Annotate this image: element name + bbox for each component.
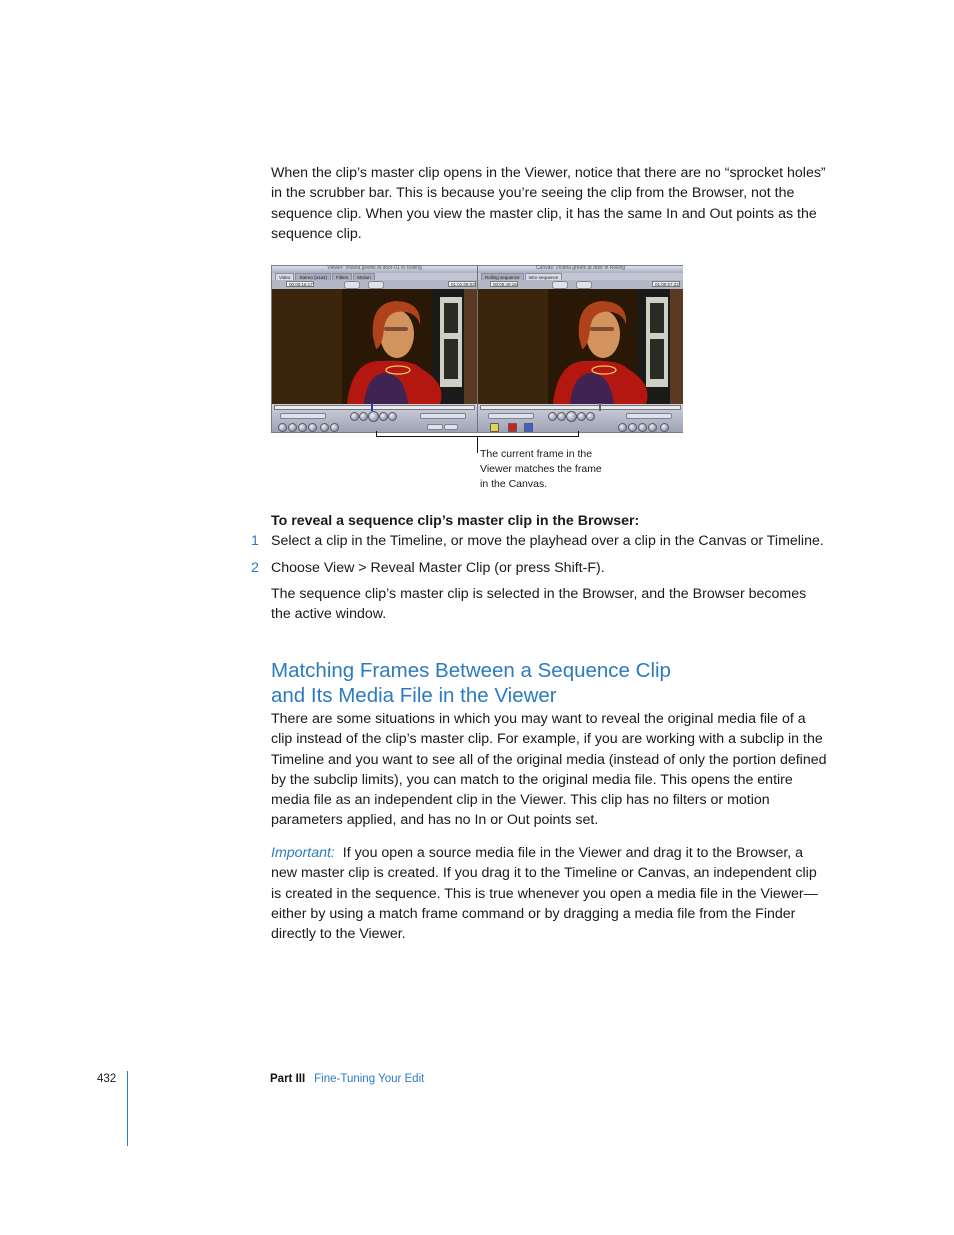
viewer-mark-out-button[interactable] xyxy=(330,423,339,432)
canvas-titlebar xyxy=(478,266,683,273)
viewer-add-marker-button[interactable] xyxy=(308,423,317,432)
canvas-title: Canvas: Violeta greets at door in Rolling xyxy=(535,265,626,271)
canvas-prev-edit-button[interactable] xyxy=(557,412,566,421)
canvas-scrubber-bar[interactable] xyxy=(480,405,681,410)
viewer-play-around-button[interactable] xyxy=(388,412,397,421)
viewer-add-keyframe-button[interactable] xyxy=(298,423,307,432)
viewer-scrubber-bar[interactable] xyxy=(274,405,475,410)
procedure-heading: To reveal a sequence clip’s master clip in the Browser: xyxy=(271,513,640,529)
section-title-line2: and Its Media File in the Viewer xyxy=(271,684,557,707)
canvas-video-image xyxy=(478,289,683,404)
footer-divider xyxy=(127,1071,128,1146)
callout-leader-line xyxy=(477,436,478,453)
canvas-playhead[interactable] xyxy=(599,403,601,411)
important-label: Important: xyxy=(271,845,335,861)
canvas-zoom-popup[interactable] xyxy=(552,281,568,289)
viewer-tab-motion[interactable]: Motion xyxy=(353,273,375,281)
figure-caption: The current frame in the Viewer matches the frame in the Canvas. xyxy=(480,448,602,490)
section-title xyxy=(271,658,831,708)
canvas-current-timecode[interactable]: 01:00:57:22 xyxy=(652,281,680,287)
part-label: Part III xyxy=(270,1073,306,1085)
canvas-shuttle-slider[interactable] xyxy=(488,413,534,419)
canvas-tab-intro[interactable]: Intro sequence xyxy=(525,273,563,281)
canvas-play-around-button[interactable] xyxy=(586,412,595,421)
viewer-mark-clip-button[interactable] xyxy=(288,423,297,432)
canvas-view-popup[interactable] xyxy=(576,281,592,289)
viewer-mark-in-button[interactable] xyxy=(320,423,329,432)
section-title-line1: Matching Frames Between a Sequence Clip xyxy=(271,659,671,682)
viewer-current-timecode[interactable]: 01:01:08:03 xyxy=(448,281,476,287)
canvas-timecode-bar xyxy=(478,280,683,289)
viewer-transport-controls xyxy=(272,404,477,432)
canvas-tabs xyxy=(481,273,563,280)
viewer-tab-video[interactable]: Video xyxy=(275,273,294,281)
canvas-play-in-out-button[interactable] xyxy=(548,412,557,421)
step-result: The sequence clip’s master clip is selected in the Browser, and the Browser becomes the active window. xyxy=(271,586,807,623)
important-text: If you open a source media file in the Viewer and drag it to the Browser, a new master clip is created. If you drag it to the Timeline or Canvas, an independent clip is created in the sequence. This is true whenever you open a media file in the Viewer—either by using a match frame command or by dragging a media file from the Finder directly to the Viewer. xyxy=(271,845,818,943)
viewer-titlebar xyxy=(272,266,477,273)
canvas-match-frame-button[interactable] xyxy=(660,423,669,432)
important-note xyxy=(271,843,827,944)
viewer-tabs xyxy=(275,273,376,280)
viewer-recent-clips-popup[interactable] xyxy=(427,424,443,430)
section-body: There are some situations in which you may want to reveal the original media file of a clip instead of the clip’s master clip. For example, if you are working with a subclip in the Timeline and you want to see all of the original media (instead of only the portion defined by the subclip limits), you can match to the original media file. This opens the entire media file as an independent clip in the Viewer. This clip has no filters or motion parameters applied, and has no In or Out points set. xyxy=(271,711,827,829)
canvas-video-frame xyxy=(478,289,683,404)
viewer-duration-field[interactable]: 00:00:16:17 xyxy=(286,281,314,287)
part-title: Fine-Tuning Your Edit xyxy=(314,1073,425,1085)
step-2-text: Choose View > Reveal Master Clip (or press Shift-F). xyxy=(271,560,605,576)
viewer-generator-popup[interactable] xyxy=(444,424,458,430)
running-footer xyxy=(270,1073,424,1085)
viewer-play-button[interactable] xyxy=(368,411,379,422)
viewer-window xyxy=(272,266,478,432)
viewer-next-edit-button[interactable] xyxy=(379,412,388,421)
canvas-next-edit-button[interactable] xyxy=(577,412,586,421)
step-2-number: 2 xyxy=(251,560,259,576)
viewer-play-in-out-button[interactable] xyxy=(350,412,359,421)
viewer-match-frame-button[interactable] xyxy=(278,423,287,432)
canvas-duration-field[interactable]: 00:00:49:16 xyxy=(490,281,518,287)
viewer-view-popup[interactable] xyxy=(368,281,384,289)
viewer-playhead[interactable] xyxy=(371,403,373,411)
viewer-video-frame xyxy=(272,289,477,404)
canvas-mark-in-button[interactable] xyxy=(638,423,647,432)
viewer-video-image xyxy=(272,289,477,404)
viewer-zoom-popup[interactable] xyxy=(344,281,360,289)
viewer-tab-stereo[interactable]: Stereo (a1a2) xyxy=(295,273,331,281)
canvas-jog-control[interactable] xyxy=(626,413,672,419)
step-1-text: Select a clip in the Timeline, or move the playhead over a clip in the Canvas or Timeline. xyxy=(271,533,824,549)
canvas-mark-out-button[interactable] xyxy=(648,423,657,432)
canvas-play-button[interactable] xyxy=(566,411,577,422)
canvas-transport-controls xyxy=(478,404,683,432)
canvas-add-keyframe-button[interactable] xyxy=(628,423,637,432)
canvas-window xyxy=(478,266,683,432)
viewer-tab-filters[interactable]: Filters xyxy=(332,273,352,281)
viewer-shuttle-slider[interactable] xyxy=(280,413,326,419)
viewer-prev-edit-button[interactable] xyxy=(359,412,368,421)
step-1-number: 1 xyxy=(251,533,259,549)
viewer-title: Viewer: Violeta greets at door-01 in Rolling xyxy=(327,265,422,271)
viewer-canvas-screenshot xyxy=(271,265,683,433)
viewer-timecode-bar xyxy=(272,280,477,289)
canvas-add-marker-button[interactable] xyxy=(618,423,627,432)
canvas-tab-rolling[interactable]: Rolling sequence xyxy=(481,273,524,281)
page-number: 432 xyxy=(97,1073,117,1085)
intro-paragraph: When the clip’s master clip opens in the Viewer, notice that there are no “sprocket holes” in the scrubber bar. This is because you’re seeing the clip from the Browser, not the sequence clip. When you view the master clip, it has the same In and Out points as the sequence clip. xyxy=(271,165,826,242)
viewer-jog-control[interactable] xyxy=(420,413,466,419)
